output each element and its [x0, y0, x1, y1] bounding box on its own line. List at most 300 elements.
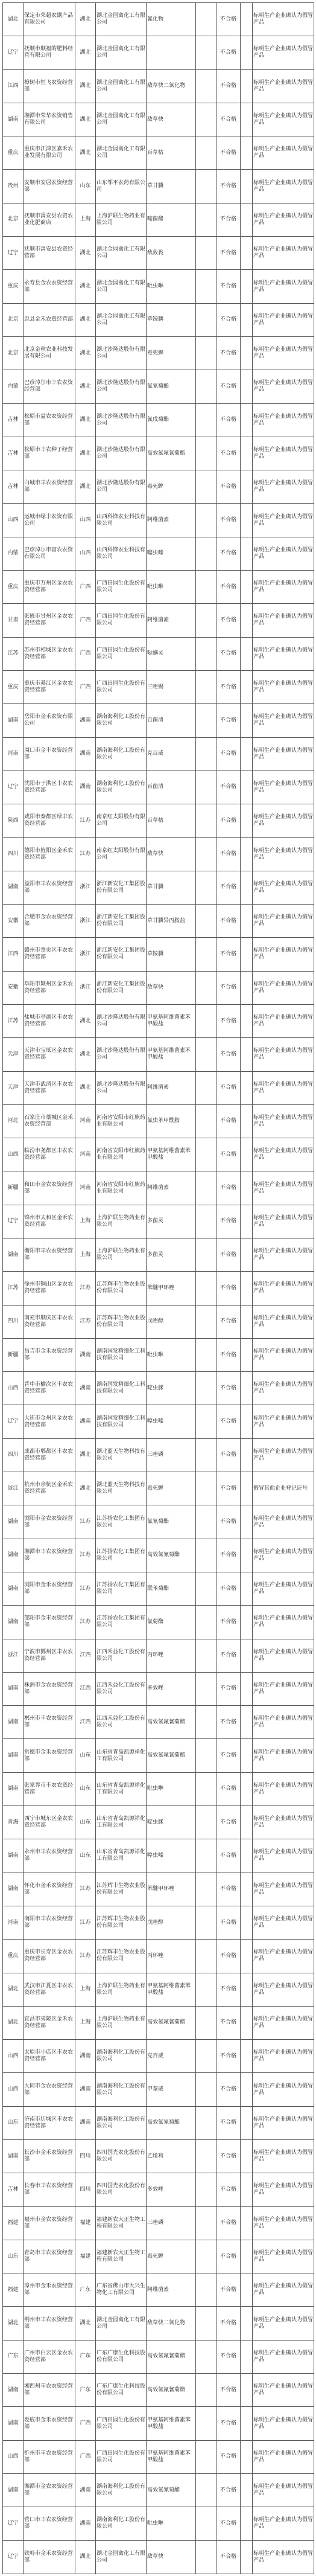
- cell-claimed-province: 湖南: [75, 1372, 96, 1405]
- table-row: [3, 2040, 314, 2073]
- cell-province: 辽宁: [3, 1405, 24, 1438]
- cell-product-name: 苯醚甲环唑: [147, 1873, 196, 1906]
- cell-claimed-manufacturer: 湖北金园禽化工有限公司: [96, 237, 147, 270]
- cell-product-name: 百菌清: [147, 704, 196, 737]
- table-row: [3, 1906, 314, 1939]
- cell-sampled-unit: 樟树市恒飞农资经营部: [24, 69, 75, 103]
- cell-spec: [196, 237, 216, 270]
- cell-product-name: 阿维菌素: [147, 1171, 196, 1205]
- cell-product-name: 多效唑: [147, 1672, 196, 1705]
- cell-note: [241, 771, 253, 804]
- cell-spec: [196, 1873, 216, 1906]
- cell-spec: [196, 370, 216, 403]
- cell-result: 不合格: [216, 1004, 241, 1037]
- cell-sampled-unit: 长春市丰农农资经营部: [24, 2173, 75, 2206]
- cell-spec: [196, 771, 216, 804]
- cell-claimed-province: 浙江: [75, 905, 96, 938]
- cell-note: [241, 69, 253, 103]
- cell-note: [241, 2340, 253, 2373]
- table-row: [3, 1038, 314, 1071]
- cell-note: [241, 2507, 253, 2540]
- cell-spec: [196, 2106, 216, 2139]
- cell-province: 湖北: [3, 3, 24, 36]
- cell-note: [241, 838, 253, 871]
- cell-note: [241, 36, 253, 69]
- cell-sampled-unit: 重庆市綦江区金农农资经营部: [24, 670, 75, 703]
- cell-product-name: 敌草快二氯化物: [147, 69, 196, 103]
- cell-product-name: 百菌清: [147, 771, 196, 804]
- cell-spec: [196, 103, 216, 136]
- cell-note: [241, 905, 253, 938]
- cell-result: 不合格: [216, 604, 241, 637]
- cell-note: [241, 2540, 253, 2574]
- cell-sampled-unit: 和田市金农农资经营部: [24, 1171, 75, 1205]
- cell-result: 不合格: [216, 537, 241, 570]
- cell-note: [241, 1672, 253, 1705]
- cell-province: 北京: [3, 303, 24, 336]
- cell-claimed-province: 上海: [75, 1205, 96, 1238]
- cell-spec: [196, 1338, 216, 1371]
- cell-product-name: 阿维菌素: [147, 2273, 196, 2307]
- cell-claimed-province: 湖北: [75, 1071, 96, 1104]
- cell-result: 不合格: [216, 470, 241, 504]
- cell-result: 不合格: [216, 1272, 241, 1305]
- cell-remark: 标明生产企业确认为假冒产品: [253, 1606, 314, 1639]
- cell-sampled-unit: 广州市白云区金农农资经营部: [24, 2340, 75, 2373]
- cell-claimed-province: 江苏: [75, 1606, 96, 1639]
- table-row: [3, 2374, 314, 2407]
- cell-province: 湖南: [3, 871, 24, 904]
- cell-note: [241, 2140, 253, 2173]
- cell-remark: 标明生产企业确认为假冒产品: [253, 670, 314, 703]
- cell-note: [241, 1505, 253, 1539]
- cell-claimed-province: 湖南: [75, 2507, 96, 2540]
- cell-claimed-manufacturer: 湖南国发精细化工科技有限公司: [96, 1372, 147, 1405]
- cell-note: [241, 2173, 253, 2206]
- cell-province: 北京: [3, 336, 24, 370]
- cell-remark: 标明生产企业确认为假冒产品: [253, 737, 314, 771]
- table-row: [3, 170, 314, 203]
- cell-claimed-manufacturer: 广西田园生化股份有限公司: [96, 571, 147, 604]
- cell-claimed-manufacturer: 山东省青岛凯源祥化工有限公司: [96, 1772, 147, 1805]
- cell-result: 不合格: [216, 270, 241, 303]
- table-row: [3, 1104, 314, 1138]
- cell-spec: [196, 504, 216, 537]
- cell-claimed-manufacturer: 江苏辉丰生物农业股份有限公司: [96, 1940, 147, 1973]
- cell-spec: [196, 2273, 216, 2307]
- cell-province: 湖南: [3, 2140, 24, 2173]
- table-row: [3, 1739, 314, 1772]
- cell-province: 江苏: [3, 1004, 24, 1037]
- cell-remark: 标明生产企业确认为假冒产品: [253, 136, 314, 170]
- cell-product-name: 多菌灵: [147, 1205, 196, 1238]
- cell-province: 山东: [3, 2240, 24, 2273]
- table-row: [3, 2106, 314, 2139]
- table-row: [3, 303, 314, 336]
- cell-sampled-unit: 巴彦淖尔市丰农农资经营部: [24, 370, 75, 403]
- cell-remark: 标明生产企业确认为假冒产品: [253, 1238, 314, 1271]
- table-row: [3, 804, 314, 838]
- cell-remark: 标明生产企业确认为假冒产品: [253, 871, 314, 904]
- cell-remark: 标明生产企业确认为假冒产品: [253, 2073, 314, 2106]
- cell-product-name: 三唑磷: [147, 1438, 196, 1472]
- cell-sampled-unit: 张家界市丰农农资经营部: [24, 1772, 75, 1805]
- cell-product-name: 高效氯氟氰菊酯: [147, 1706, 196, 1739]
- cell-sampled-unit: 杭州市余杭区金禾农资经营部: [24, 1472, 75, 1505]
- cell-product-name: 噻虫嗪: [147, 1839, 196, 1873]
- cell-result: 不合格: [216, 1071, 241, 1104]
- cell-remark: 标明生产企业确认为假冒产品: [253, 637, 314, 670]
- cell-claimed-province: 湖北: [75, 1038, 96, 1071]
- cell-claimed-province: 湖北: [75, 303, 96, 336]
- cell-result: 不合格: [216, 437, 241, 470]
- cell-remark: 标明生产企业确认为假冒产品: [253, 69, 314, 103]
- cell-remark: 标明生产企业确认为假冒产品: [253, 604, 314, 637]
- cell-note: [241, 737, 253, 771]
- cell-note: [241, 336, 253, 370]
- cell-result: 不合格: [216, 971, 241, 1004]
- cell-province: 吉林: [3, 470, 24, 504]
- cell-claimed-manufacturer: 广西田园生化股份有限公司: [96, 637, 147, 670]
- cell-result: 不合格: [216, 1305, 241, 1338]
- cell-product-name: 丙环唑: [147, 1940, 196, 1973]
- cell-result: 不合格: [216, 69, 241, 103]
- cell-spec: [196, 1004, 216, 1037]
- cell-claimed-province: 湖北: [75, 1472, 96, 1505]
- cell-result: 不合格: [216, 170, 241, 203]
- cell-province: 湖北: [3, 2006, 24, 2039]
- cell-result: 不合格: [216, 871, 241, 904]
- cell-remark: 标明生产企业确认为假冒产品: [253, 1438, 314, 1472]
- cell-claimed-province: 山东: [75, 1806, 96, 1839]
- cell-remark: 标明生产企业确认为假冒产品: [253, 1839, 314, 1873]
- cell-remark: 标明生产企业确认为假冒产品: [253, 237, 314, 270]
- cell-spec: [196, 1706, 216, 1739]
- cell-claimed-manufacturer: 江苏辉丰生物农业股份有限公司: [96, 1906, 147, 1939]
- cell-result: 不合格: [216, 3, 241, 36]
- cell-sampled-unit: 咸阳市秦都区绿丰农资经营部: [24, 804, 75, 838]
- inspection-results-table: [2, 2, 314, 2574]
- cell-product-name: [147, 36, 196, 69]
- cell-spec: [196, 2374, 216, 2407]
- cell-result: 不合格: [216, 1472, 241, 1505]
- cell-province: 湖南: [3, 1839, 24, 1873]
- cell-spec: [196, 3, 216, 36]
- cell-claimed-manufacturer: 河南省安阳市红旗药业有限公司: [96, 1104, 147, 1138]
- cell-sampled-unit: 抚顺市禹安县农资经营部: [24, 237, 75, 270]
- cell-province: 吉林: [3, 437, 24, 470]
- cell-province: 河北: [3, 1104, 24, 1138]
- cell-note: [241, 1472, 253, 1505]
- cell-result: 不合格: [216, 938, 241, 971]
- cell-spec: [196, 1305, 216, 1338]
- cell-province: 四川: [3, 1438, 24, 1472]
- cell-claimed-province: 湖北: [75, 370, 96, 403]
- cell-product-name: 高效氯氟氰菊酯: [147, 2340, 196, 2373]
- cell-claimed-province: 上海: [75, 2006, 96, 2039]
- cell-result: 不合格: [216, 804, 241, 838]
- cell-product-name: 草铵膦: [147, 938, 196, 971]
- cell-note: [241, 604, 253, 637]
- cell-province: 北京: [3, 203, 24, 236]
- cell-sampled-unit: 湘西州丰农农资经营部: [24, 2374, 75, 2407]
- cell-remark: 标明生产企业确认为假冒产品: [253, 2173, 314, 2206]
- cell-province: 湖南: [3, 1505, 24, 1539]
- cell-spec: [196, 1672, 216, 1705]
- cell-claimed-province: 四川: [75, 2140, 96, 2173]
- cell-result: 不合格: [216, 1772, 241, 1805]
- cell-claimed-province: 江苏: [75, 1505, 96, 1539]
- cell-result: 不合格: [216, 1372, 241, 1405]
- cell-claimed-manufacturer: 湖北沙隆达股份有限公司: [96, 1038, 147, 1071]
- cell-remark: 标明生产企业确认为假冒产品: [253, 2407, 314, 2440]
- cell-product-name: 哒螨灵: [147, 637, 196, 670]
- cell-claimed-manufacturer: 山东省青岛凯源祥化工有限公司: [96, 1739, 147, 1772]
- table-row: [3, 1572, 314, 1605]
- cell-note: [241, 170, 253, 203]
- cell-claimed-province: 江苏: [75, 804, 96, 838]
- cell-claimed-manufacturer: 江苏辉丰生物农业股份有限公司: [96, 1305, 147, 1338]
- cell-sampled-unit: 晋中市榆次区丰农农资经营部: [24, 1372, 75, 1405]
- cell-product-name: 百草枯: [147, 804, 196, 838]
- cell-result: 不合格: [216, 2440, 241, 2473]
- table-row: [3, 838, 314, 871]
- cell-spec: [196, 1639, 216, 1672]
- cell-sampled-unit: 南充市顺庆区丰农农资经营部: [24, 1305, 75, 1338]
- cell-claimed-province: 湖南: [75, 737, 96, 771]
- cell-claimed-province: 广西: [75, 571, 96, 604]
- cell-result: 不合格: [216, 2206, 241, 2240]
- cell-spec: [196, 2540, 216, 2574]
- cell-sampled-unit: 白城市丰农农资经营部: [24, 470, 75, 504]
- cell-result: 不合格: [216, 1572, 241, 1605]
- cell-note: [241, 938, 253, 971]
- cell-note: [241, 1606, 253, 1639]
- table-row: [3, 670, 314, 703]
- cell-result: 不合格: [216, 905, 241, 938]
- cell-product-name: 氯氰菊酯: [147, 370, 196, 403]
- cell-result: 不合格: [216, 1739, 241, 1772]
- cell-result: 不合格: [216, 2340, 241, 2373]
- cell-result: 不合格: [216, 1539, 241, 1572]
- cell-sampled-unit: 漳州市金禾农资经营部: [24, 2273, 75, 2307]
- cell-claimed-province: 广西: [75, 604, 96, 637]
- cell-result: 不合格: [216, 2307, 241, 2340]
- cell-product-name: 毒死蜱: [147, 1472, 196, 1505]
- cell-product-name: 高效氯氟氰菊酯: [147, 437, 196, 470]
- table-body: [3, 3, 314, 2574]
- cell-province: 辽宁: [3, 1205, 24, 1238]
- cell-result: 不合格: [216, 2140, 241, 2173]
- cell-note: [241, 1104, 253, 1138]
- cell-claimed-province: 湖南: [75, 2106, 96, 2139]
- cell-province: 湖南: [3, 1238, 24, 1271]
- cell-result: 不合格: [216, 136, 241, 170]
- cell-remark: 标明生产企业确认为假冒产品: [253, 2440, 314, 2473]
- cell-spec: [196, 36, 216, 69]
- cell-note: [241, 370, 253, 403]
- cell-note: [241, 103, 253, 136]
- cell-claimed-province: 湖南: [75, 2473, 96, 2507]
- cell-province: 内蒙: [3, 537, 24, 570]
- cell-spec: [196, 2407, 216, 2440]
- cell-note: [241, 537, 253, 570]
- cell-spec: [196, 604, 216, 637]
- cell-province: 湖南: [3, 2473, 24, 2507]
- cell-sampled-unit: 松原市丰农种子经营部: [24, 437, 75, 470]
- cell-claimed-manufacturer: 四川国光农化股份有限公司: [96, 2140, 147, 2173]
- cell-sampled-unit: 运城市绿丰农资有限公司: [24, 504, 75, 537]
- cell-product-name: 敌草快: [147, 838, 196, 871]
- cell-province: 江苏: [3, 637, 24, 670]
- cell-claimed-manufacturer: 湖南海利化工股份有限公司: [96, 2040, 147, 2073]
- cell-result: 不合格: [216, 1606, 241, 1639]
- cell-result: 不合格: [216, 1839, 241, 1873]
- cell-remark: 标明生产企业确认为假冒产品: [253, 1071, 314, 1104]
- cell-spec: [196, 1772, 216, 1805]
- cell-province: 四川: [3, 1305, 24, 1338]
- cell-sampled-unit: 忻州市丰农农资经营部: [24, 2440, 75, 2473]
- cell-sampled-unit: 郴州市丰农农资经营部: [24, 1706, 75, 1739]
- cell-claimed-province: 湖南: [75, 2073, 96, 2106]
- cell-claimed-manufacturer: 湖南国发精细化工科技有限公司: [96, 1338, 147, 1371]
- table-row: [3, 1839, 314, 1873]
- cell-spec: [196, 804, 216, 838]
- cell-sampled-unit: 保定市荣超农副产品有限公司: [24, 3, 75, 36]
- cell-product-name: 氰化物: [147, 3, 196, 36]
- cell-spec: [196, 1405, 216, 1438]
- cell-claimed-manufacturer: 江苏辉丰生物农业股份有限公司: [96, 1873, 147, 1906]
- cell-claimed-manufacturer: 广西田园生化股份有限公司: [96, 2407, 147, 2440]
- cell-sampled-unit: 营口市丰农农资经营部: [24, 2507, 75, 2540]
- cell-remark: 标明生产企业确认为假冒产品: [253, 170, 314, 203]
- cell-product-name: 联苯菊酯: [147, 1572, 196, 1605]
- cell-note: [241, 2473, 253, 2507]
- table-row: [3, 103, 314, 136]
- cell-province: 湖南: [3, 103, 24, 136]
- cell-product-name: 三唑磷: [147, 2206, 196, 2240]
- table-row: [3, 938, 314, 971]
- cell-note: [241, 2006, 253, 2039]
- cell-note: [241, 1338, 253, 1371]
- cell-sampled-unit: 临汾市尧都区丰农农资经营部: [24, 1138, 75, 1171]
- cell-note: [241, 1438, 253, 1472]
- table-row: [3, 2440, 314, 2473]
- cell-province: 湖南: [3, 1706, 24, 1739]
- cell-result: 不合格: [216, 237, 241, 270]
- cell-claimed-province: 福建: [75, 2206, 96, 2240]
- cell-product-name: 克百威: [147, 737, 196, 771]
- cell-note: [241, 2440, 253, 2473]
- cell-product-name: 高效氯氰菊酯: [147, 1539, 196, 1572]
- cell-sampled-unit: 永州市丰农农资经营部: [24, 1839, 75, 1873]
- cell-result: 不合格: [216, 1338, 241, 1371]
- cell-claimed-manufacturer: 江苏辉丰生物农业股份有限公司: [96, 1272, 147, 1305]
- cell-spec: [196, 938, 216, 971]
- cell-result: 不合格: [216, 1405, 241, 1438]
- cell-product-name: 氯菊酯: [147, 1606, 196, 1639]
- cell-claimed-manufacturer: 山西科锋农业科技有限公司: [96, 537, 147, 570]
- cell-claimed-manufacturer: 山东省青岛凯源祥化工有限公司: [96, 1806, 147, 1839]
- table-row: [3, 1238, 314, 1271]
- cell-product-name: 草甘膦异丙胺盐: [147, 905, 196, 938]
- cell-province: 湖南: [3, 1873, 24, 1906]
- cell-result: 不合格: [216, 2006, 241, 2039]
- cell-remark: 标明生产企业确认为假冒产品: [253, 2240, 314, 2273]
- cell-product-name: 三唑锡: [147, 670, 196, 703]
- cell-product-name: 甲氨基阿维菌素苯甲酸盐: [147, 2407, 196, 2440]
- table-row: [3, 2473, 314, 2507]
- cell-result: 不合格: [216, 1505, 241, 1539]
- cell-product-name: 草铵膦: [147, 303, 196, 336]
- cell-claimed-manufacturer: 湖北金园禽化工有限公司: [96, 303, 147, 336]
- table-row: [3, 1438, 314, 1472]
- cell-sampled-unit: 锦州市太和区金禾农资经营部: [24, 1205, 75, 1238]
- cell-product-name: 敌草快: [147, 971, 196, 1004]
- cell-spec: [196, 1205, 216, 1238]
- cell-claimed-province: 江苏: [75, 1906, 96, 1939]
- cell-result: 不合格: [216, 1138, 241, 1171]
- cell-sampled-unit: 常德市金禾农资经营部: [24, 1739, 75, 1772]
- cell-product-name: 敌草快: [147, 103, 196, 136]
- cell-sampled-unit: 怀化市金禾农资经营部: [24, 1873, 75, 1906]
- cell-province: 辽宁: [3, 36, 24, 69]
- cell-result: 不合格: [216, 1873, 241, 1906]
- table-row: [3, 1338, 314, 1371]
- table-row: [3, 403, 314, 437]
- cell-remark: 标明生产企业确认为假冒产品: [253, 838, 314, 871]
- cell-product-name: 吡虫啉: [147, 1772, 196, 1805]
- cell-claimed-province: 江苏: [75, 1572, 96, 1605]
- cell-province: 天津: [3, 1038, 24, 1071]
- cell-claimed-province: 湖南: [75, 2040, 96, 2073]
- cell-remark: 标明生产企业确认为假冒产品: [253, 2206, 314, 2240]
- cell-remark: 标明生产企业确认为假冒产品: [253, 1205, 314, 1238]
- cell-remark: 标明生产企业确认为假冒产品: [253, 2006, 314, 2039]
- cell-product-name: 多菌灵: [147, 1238, 196, 1271]
- cell-province: 新疆: [3, 1338, 24, 1371]
- cell-claimed-province: 湖北: [75, 2307, 96, 2340]
- cell-province: 湖南: [3, 2407, 24, 2440]
- cell-claimed-manufacturer: 南京红太阳股份有限公司: [96, 804, 147, 838]
- cell-spec: [196, 905, 216, 938]
- cell-province: 福建: [3, 2206, 24, 2240]
- cell-note: [241, 971, 253, 1004]
- table-row: [3, 2073, 314, 2106]
- cell-note: [241, 637, 253, 670]
- cell-sampled-unit: 抚顺市禹安县农资农业化肥商店: [24, 203, 75, 236]
- cell-note: [241, 1238, 253, 1271]
- cell-product-name: 甲氨基阿维菌素苯甲酸盐: [147, 1138, 196, 1171]
- cell-claimed-province: 湖南: [75, 1338, 96, 1371]
- cell-product-name: 氯虫苯甲酰胺: [147, 1104, 196, 1138]
- cell-claimed-manufacturer: 湖南海利化工股份有限公司: [96, 2473, 147, 2507]
- cell-product-name: 毒死蜱: [147, 2240, 196, 2273]
- cell-sampled-unit: 苏州市相城区金农农资经营部: [24, 637, 75, 670]
- cell-note: [241, 1372, 253, 1405]
- cell-province: 广东: [3, 2340, 24, 2373]
- cell-province: 山西: [3, 2440, 24, 2473]
- cell-province: 湖南: [3, 1772, 24, 1805]
- cell-spec: [196, 69, 216, 103]
- cell-spec: [196, 303, 216, 336]
- cell-claimed-province: 上海: [75, 1238, 96, 1271]
- cell-sampled-unit: 大同市金农农资经营部: [24, 2073, 75, 2106]
- table-row: [3, 737, 314, 771]
- cell-claimed-province: 广西: [75, 670, 96, 703]
- cell-sampled-unit: 大连市金州区金农农资经营部: [24, 1405, 75, 1438]
- cell-spec: [196, 1606, 216, 1639]
